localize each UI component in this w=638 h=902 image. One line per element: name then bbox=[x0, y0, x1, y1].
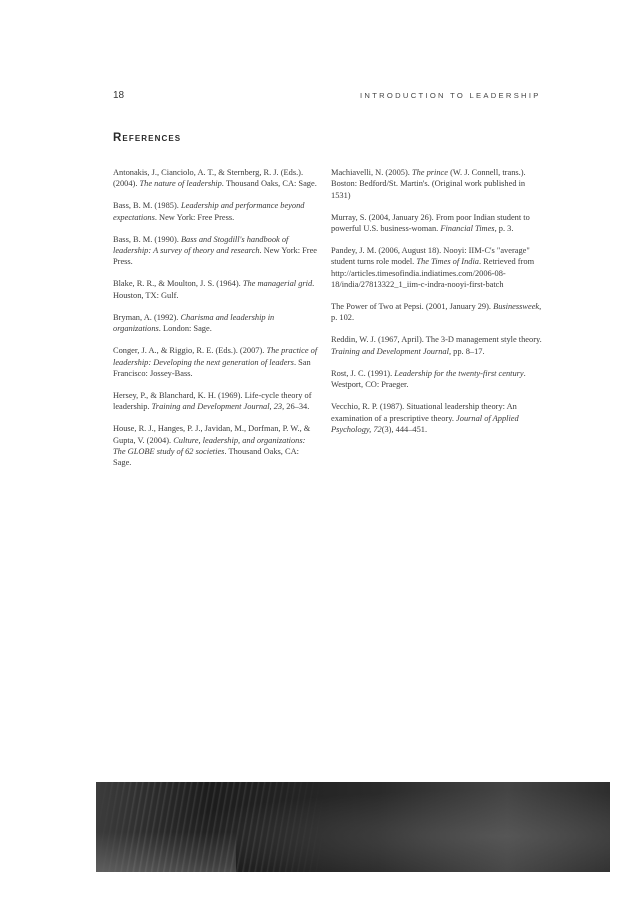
reference-publisher: . Thousand Oaks, CA: Sage. bbox=[221, 179, 317, 189]
reference-authors: Bass, B. M. (1985). bbox=[113, 201, 181, 211]
reference-authors: The Power of Two at Pepsi. (2001, January 29). bbox=[331, 302, 494, 312]
reference-title: Leadership and performance beyond expectations bbox=[113, 201, 305, 222]
reference-entry bbox=[113, 423, 319, 468]
references-right-column bbox=[331, 167, 543, 446]
reference-title: The prince bbox=[411, 168, 448, 177]
reference-authors: Bryman, A. (1992). bbox=[113, 312, 181, 322]
reference-title: The nature of leadership bbox=[139, 179, 222, 189]
reference-publisher: . Retrieved from http://articles.timesofindia.indiatimes.com/2006-08-18/india/27813322_1_iim-c-indra-nooyi-first-batch bbox=[331, 257, 535, 289]
reference-title: The managerial grid bbox=[242, 279, 313, 289]
reference-authors: Reddin, W. J. (1967, April). The 3-D management style theory. bbox=[331, 335, 542, 345]
reference-title: Training and Development Journal bbox=[331, 346, 449, 356]
reference-entry bbox=[113, 234, 319, 268]
reference-publisher: , pp. 8–17. bbox=[448, 346, 485, 356]
reference-entry bbox=[113, 312, 319, 335]
reference-authors: Vecchio, R. P. (1987). Situational leadership theory: An examination of a prescriptive theory. bbox=[331, 402, 517, 423]
reference-entry bbox=[331, 167, 543, 201]
reference-authors: Bass, B. M. (1990). bbox=[113, 234, 181, 244]
reference-title: Culture, leadership, and organizations: The GLOBE study of 62 societies bbox=[113, 435, 306, 456]
reference-publisher: . San Francisco: Jossey-Bass. bbox=[113, 357, 311, 378]
reference-entry bbox=[113, 345, 319, 379]
reference-entry bbox=[331, 212, 543, 235]
reference-entry bbox=[331, 334, 543, 357]
reference-entry bbox=[113, 167, 319, 190]
reference-authors: Rost, J. C. (1991). bbox=[331, 368, 395, 378]
reference-title: Businessweek bbox=[493, 302, 540, 312]
reference-authors: Machiavelli, N. (2005). bbox=[331, 168, 412, 177]
reference-entry bbox=[113, 200, 319, 223]
reference-publisher: . London: Sage. bbox=[158, 324, 212, 334]
reference-publisher: (W. J. Connell, trans.). Boston: Bedford/St. Martin's. (Original work published in 1531) bbox=[331, 168, 526, 200]
reference-publisher: . Thousand Oaks, CA: Sage. bbox=[113, 446, 299, 468]
reference-authors: House, R. J., Hanges, P. J., Javidan, M., Dorfman, P. W., & Gupta, V. (2004). bbox=[113, 424, 311, 445]
reference-entry bbox=[113, 390, 319, 413]
footer-photo-image bbox=[96, 782, 610, 872]
references-left-column bbox=[113, 167, 319, 479]
reference-authors: Murray, S. (2004, January 26). From poor Indian student to powerful U.S. business-woman. bbox=[331, 212, 530, 233]
reference-entry bbox=[331, 301, 543, 324]
running-head: INTRODUCTION TO LEADERSHIP bbox=[360, 91, 541, 100]
reference-title: The practice of leadership: Developing the next generation of leaders bbox=[113, 346, 318, 367]
reference-publisher: . New York: Free Press. bbox=[154, 212, 235, 222]
reference-authors: Blake, R. R., & Moulton, J. S. (1964). bbox=[113, 279, 243, 289]
reference-title: Leadership for the twenty-first century bbox=[394, 368, 524, 378]
reference-publisher: . New York: Free Press. bbox=[113, 246, 318, 267]
reference-publisher: (3), 444–451. bbox=[381, 424, 428, 434]
page-number: 18 bbox=[113, 90, 125, 101]
reference-title: Charisma and leadership in organizations bbox=[113, 312, 275, 334]
reference-publisher: , p. 3. bbox=[494, 223, 514, 233]
reference-authors: Conger, J. A., & Riggio, R. E. (Eds.). (2007). bbox=[113, 346, 267, 356]
reference-title: The Times of India bbox=[416, 257, 479, 267]
reference-title: Financial Times bbox=[440, 223, 495, 233]
reference-title: Training and Development Journal, 23 bbox=[151, 402, 283, 412]
photo-highlight bbox=[96, 832, 236, 872]
reference-publisher: , 26–34. bbox=[282, 402, 310, 412]
reference-entry bbox=[331, 368, 543, 391]
reference-publisher: . Westport, CO: Praeger. bbox=[331, 368, 526, 390]
section-title: References bbox=[113, 132, 182, 144]
reference-authors: Pandey, J. M. (2006, August 18). Nooyi: IIM-C's "average" student turns role model. bbox=[331, 246, 530, 267]
reference-entry bbox=[331, 401, 543, 435]
reference-entry bbox=[113, 278, 319, 301]
reference-authors: Hersey, P., & Blanchard, K. H. (1969). Life-cycle theory of leadership. bbox=[113, 390, 312, 412]
reference-publisher: , p. 102. bbox=[331, 302, 542, 323]
reference-publisher: . Houston, TX: Gulf. bbox=[113, 279, 315, 300]
reference-authors: Antonakis, J., Cianciolo, A. T., & Sternberg, R. J. (Eds.). (2004). bbox=[113, 168, 304, 189]
reference-entry bbox=[331, 245, 543, 290]
reference-title: Bass and Stogdill's handbook of leadership: A survey of theory and research bbox=[113, 234, 289, 256]
reference-title: Journal of Applied Psychology, 72 bbox=[331, 413, 519, 434]
